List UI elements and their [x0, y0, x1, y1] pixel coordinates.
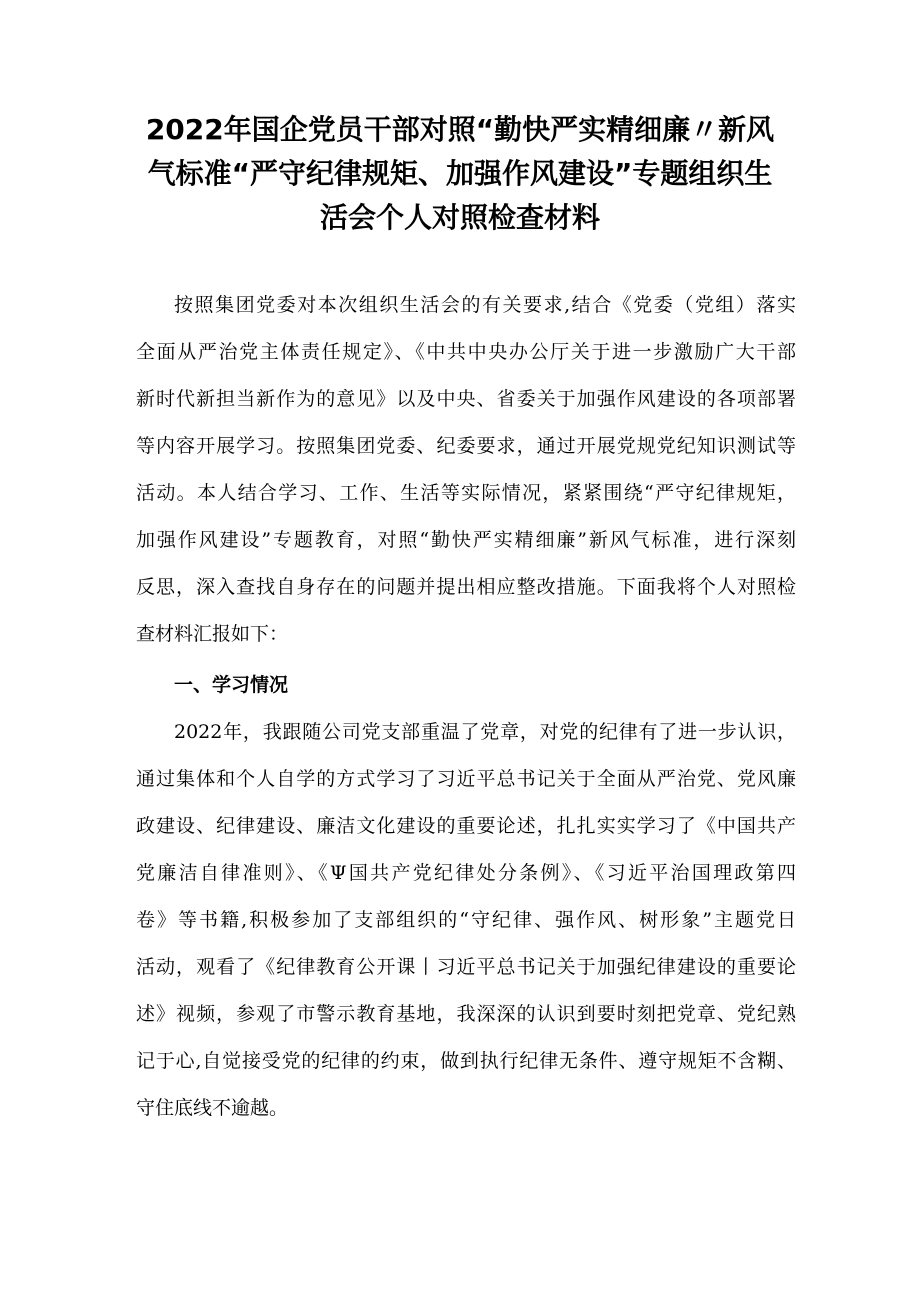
- text-line: 查材料汇报如下：: [136, 623, 289, 645]
- title-line: 气标准“严守纪律规矩、加强作风建设”专题组织生: [147, 157, 773, 190]
- text-line: 2022年，我跟随公司党支部重温了党章，对党的纪律有了进一步认识，: [174, 721, 796, 743]
- text-line: 等内容开展学习。按照集团党委、纪委要求，通过开展党规党纪知识测试等: [136, 435, 796, 457]
- text-line: 加强作风建设”专题教育，对照“勤快严实精细廉”新风气标准，进行深刻: [136, 529, 796, 551]
- text-line: 活动，观看了《纪律教育公开课丨习近平总书记关于加强纪律建设的重要论: [136, 956, 796, 978]
- title-line: 2022年国企党员干部对照“勤快严实精细廉〃新风: [145, 113, 775, 146]
- text-line: 记于心,自觉接受党的纪律的约束，做到执行纪律无条件、遵守规矩不含糊、: [136, 1050, 796, 1072]
- text-line: 全面从严治党主体责任规定》、《中共中央办公厅关于进一步激励广大干部: [136, 341, 796, 363]
- intro-paragraph: [136, 282, 796, 658]
- text-line: 卷》等书籍,积极参加了支部组织的“守纪律、强作风、树形象”主题党日: [136, 909, 796, 931]
- text-line: 政建设、纪律建设、廉洁文化建设的重要论述，扎扎实实学习了《中国共产: [136, 815, 796, 837]
- text-line: 新时代新担当新作为的意见》以及中央、省委关于加强作风建设的各项部署: [136, 388, 796, 410]
- text-line: 守住底线不逾越。: [136, 1097, 289, 1119]
- document-title: [120, 108, 800, 240]
- text-line: 活动。本人结合学习、工作、生活等实际情况，紧紧围绕“严守纪律规矩，: [136, 482, 796, 504]
- text-line: 按照集团党委对本次组织生活会的有关要求,结合《党委（党组）落实: [174, 294, 796, 316]
- section-paragraph: [136, 709, 796, 1132]
- text-line: 反思，深入查找自身存在的问题并提出相应整改措施。下面我将个人对照检: [136, 576, 796, 598]
- section-heading: 一、学习情况: [174, 674, 289, 696]
- text-line: 述》视频，参观了市警示教育基地，我深深的认识到要时刻把党章、党纪熟: [136, 1003, 796, 1025]
- title-line: 活会个人对照检查材料: [319, 201, 600, 234]
- text-line: 通过集体和个人自学的方式学习了习近平总书记关于全面从严治党、党风廉: [136, 768, 796, 790]
- text-line: 党廉洁自律准则》、《Ψ国共产党纪律处分条例》、《习近平治国理政第四: [136, 862, 796, 884]
